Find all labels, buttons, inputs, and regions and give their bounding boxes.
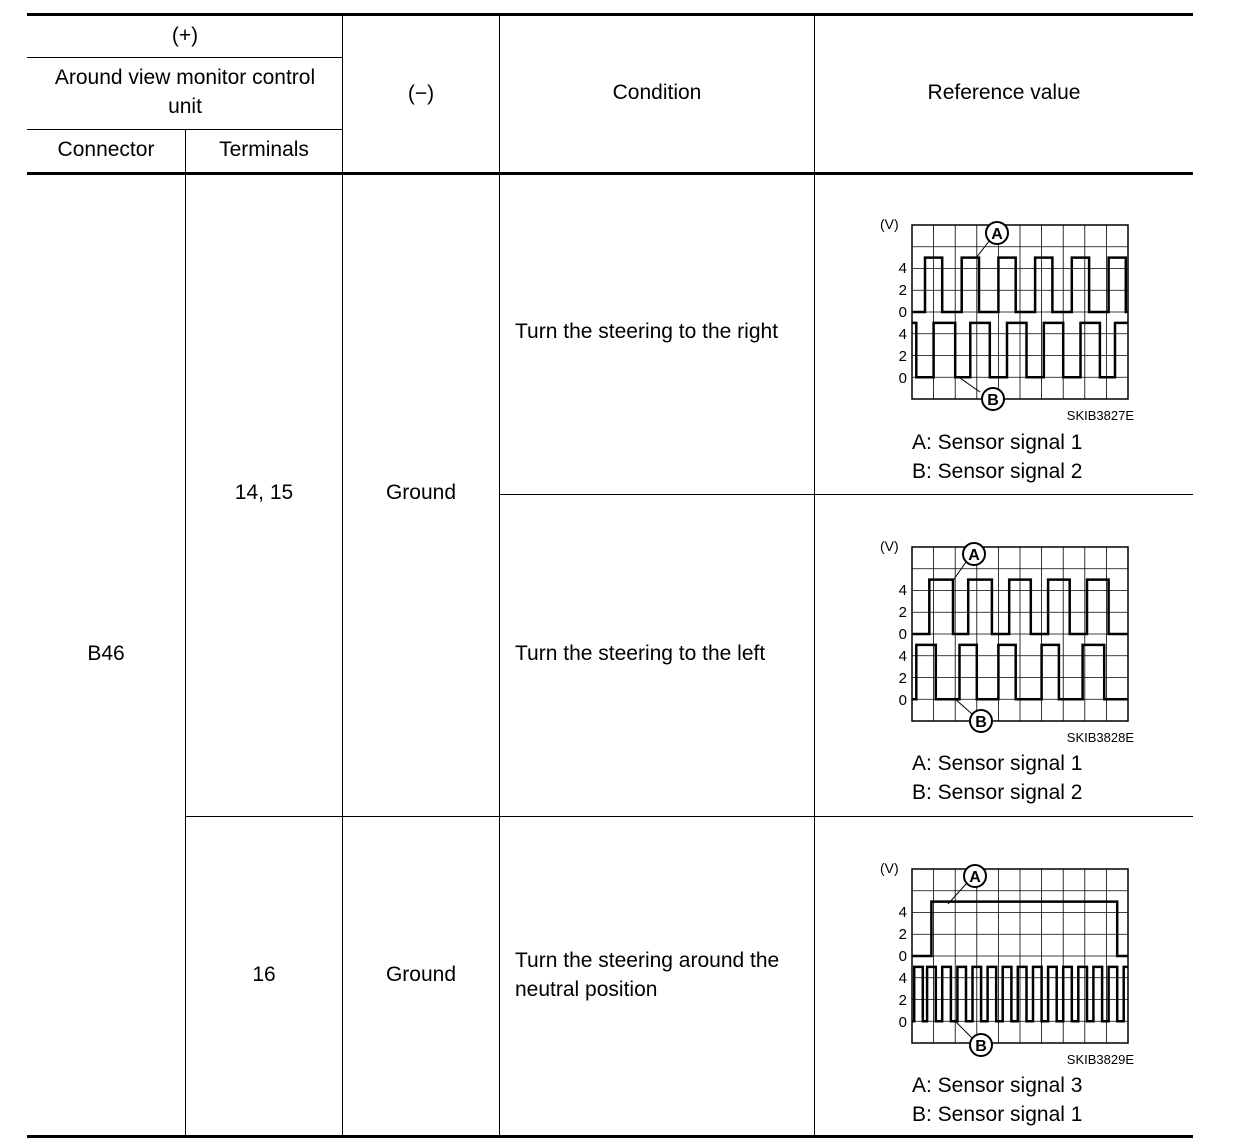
y-tick-labels: [899, 260, 907, 387]
header-terminals: Terminals: [219, 138, 309, 161]
marker-b-letter: B: [975, 1038, 987, 1055]
caption-b-left: B: Sensor signal 2: [912, 781, 1083, 804]
minus-group-1: Ground: [385, 481, 457, 504]
header-connector: Connector: [57, 138, 155, 161]
marker-a-letter: A: [969, 869, 981, 886]
condition-right: Turn the steering to the right: [515, 320, 779, 343]
figure-code: SKIB3829E: [1066, 1052, 1134, 1067]
volts-unit-label: (V): [880, 216, 899, 232]
row-divider-2: [185, 816, 1193, 817]
y-tick-labels: [899, 582, 907, 709]
caption-b-right: B: Sensor signal 2: [912, 460, 1083, 483]
condition-neutral-line2: neutral position: [515, 978, 658, 1001]
tick-b-4: 4: [898, 326, 907, 343]
caption-a-left: A: Sensor signal 1: [912, 752, 1083, 775]
tick-b-2: 2: [898, 670, 907, 687]
scope-grid: [912, 869, 1128, 1043]
tick-b-0: 0: [898, 1014, 907, 1031]
header-reference: Reference value: [927, 81, 1081, 104]
y-tick-labels: [899, 904, 907, 1031]
marker-b-leader: [954, 1020, 972, 1038]
minus-group-2: Ground: [385, 963, 457, 986]
condition-left: Turn the steering to the left: [515, 642, 766, 665]
condition-neutral-line1: Turn the steering around the: [515, 949, 780, 972]
caption-b-neutral: B: Sensor signal 1: [912, 1103, 1083, 1126]
tick-b-4: 4: [898, 970, 907, 987]
tick-a-0: 0: [898, 304, 907, 321]
figure-code: SKIB3828E: [1066, 730, 1134, 745]
tick-b-2: 2: [898, 348, 907, 365]
tick-a-4: 4: [898, 582, 907, 599]
marker-b-letter: B: [975, 714, 987, 731]
caption-a-neutral: A: Sensor signal 3: [912, 1074, 1083, 1097]
waveform-figure-right: [870, 210, 1150, 425]
marker-b-letter: B: [987, 392, 999, 409]
header-unit-line1: Around view monitor control: [54, 66, 316, 89]
waveform-figure-neutral: [870, 854, 1150, 1069]
tick-a-4: 4: [898, 260, 907, 277]
col-divider-condition: [814, 15, 815, 1137]
tick-a-2: 2: [898, 604, 907, 621]
header-minus: (−): [407, 82, 435, 105]
header-rule-plus: [27, 57, 343, 58]
marker-a-leader: [976, 240, 990, 258]
tick-b-0: 0: [898, 370, 907, 387]
col-divider-minus: [499, 15, 500, 1137]
scope-grid: [912, 547, 1128, 721]
header-unit-line2: unit: [168, 95, 202, 118]
tick-a-0: 0: [898, 626, 907, 643]
connector-value: B46: [87, 642, 125, 665]
caption-a-right: A: Sensor signal 1: [912, 431, 1083, 454]
row-divider-1: [500, 494, 1193, 495]
marker-b-leader: [954, 698, 972, 714]
tick-b-4: 4: [898, 648, 907, 665]
tick-a-2: 2: [898, 926, 907, 943]
header-plus: (+): [171, 24, 199, 47]
tick-b-0: 0: [898, 692, 907, 709]
marker-a-letter: A: [968, 547, 980, 564]
table-top-rule: [27, 13, 1193, 16]
marker-a-letter: A: [991, 226, 1003, 243]
marker-a-leader: [952, 562, 966, 582]
waveform-figure-left: [870, 532, 1150, 747]
terminals-group-1: 14, 15: [234, 481, 294, 504]
header-condition: Condition: [612, 81, 702, 104]
volts-unit-label: (V): [880, 538, 899, 554]
tick-a-2: 2: [898, 282, 907, 299]
volts-unit-label: (V): [880, 860, 899, 876]
tick-a-0: 0: [898, 948, 907, 965]
header-bottom-rule: [27, 172, 1193, 175]
tick-a-4: 4: [898, 904, 907, 921]
tick-b-2: 2: [898, 992, 907, 1009]
figure-code: SKIB3827E: [1066, 408, 1134, 423]
terminals-group-2: 16: [252, 963, 276, 986]
table-bottom-rule: [27, 1135, 1193, 1138]
